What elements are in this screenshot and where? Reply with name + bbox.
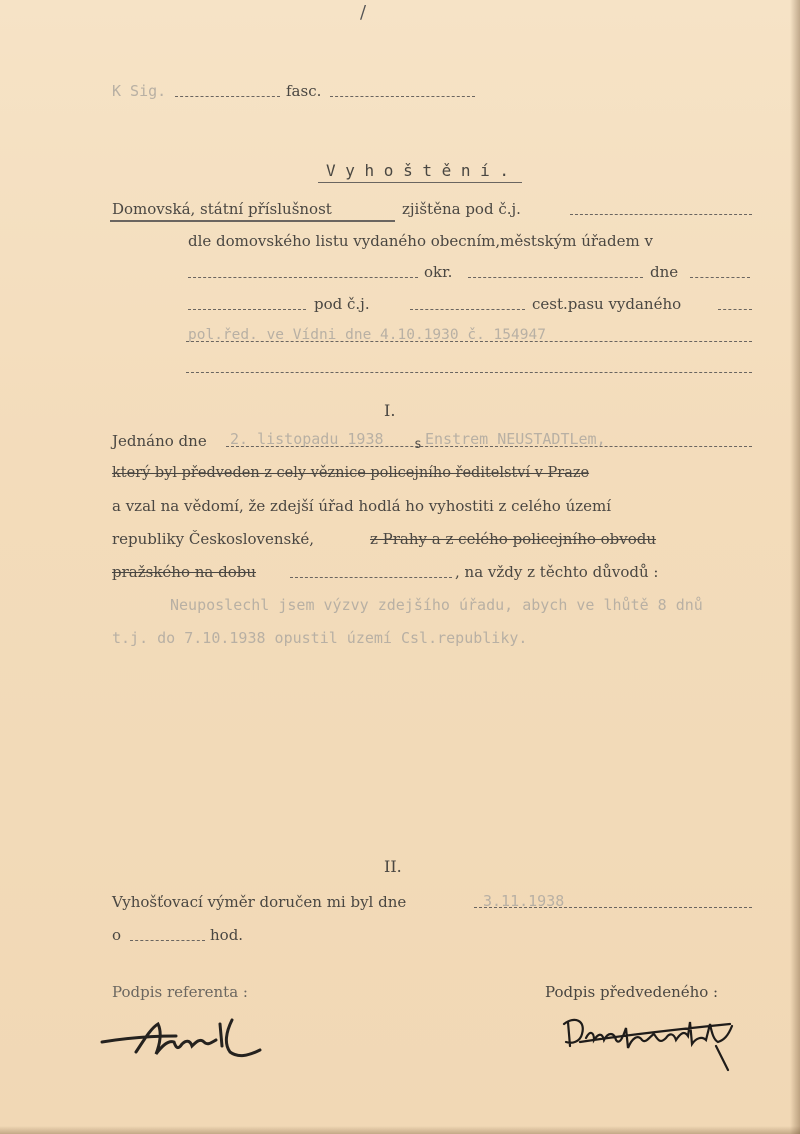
reason-line-2: t.j. do 7.10.1938 opustil území Csl.republiky.	[112, 629, 528, 647]
struck-line-prison: který byl předveden z cely věznice policejního ředitelství v Praze	[112, 465, 590, 481]
cj-blank-line	[570, 214, 752, 215]
struck-prague-district: z Prahy a z celého policejního obvodu	[370, 530, 657, 548]
place-blank-line	[188, 277, 418, 278]
page-edge-shadow-bottom	[0, 1126, 800, 1134]
date-blank-line	[188, 309, 306, 310]
hod-label: hod.	[210, 926, 244, 944]
ref-prefix: K Sig.	[112, 82, 167, 100]
domicile-label-underline	[110, 220, 395, 222]
jednano-label: Jednáno dne	[112, 432, 207, 450]
name-prefix: s	[414, 437, 422, 452]
duration-blank-line	[290, 577, 452, 578]
section-1-numeral: I.	[384, 401, 396, 420]
o-label: o	[112, 926, 122, 944]
passport-label: cest.pasu vydaného	[532, 295, 682, 313]
domicile-label: Domovská, státní příslušnost	[112, 200, 332, 218]
subject-signature	[560, 1010, 745, 1075]
document-title: V y h o š t ě n í .	[326, 161, 510, 180]
referent-signature	[96, 1012, 271, 1067]
dne-label: dne	[650, 263, 679, 281]
section-1-line-4: republiky Československé,	[112, 530, 314, 548]
struck-duration: pražského na dobu	[112, 563, 257, 581]
fasc-label: fasc.	[286, 82, 322, 100]
delivered-line	[474, 907, 752, 908]
domicile-line-2: dle domovského listu vydaného obecním,městským úřadem v	[188, 232, 653, 250]
okr-blank-line	[468, 277, 643, 278]
subject-signature-label: Podpis předvedeného :	[545, 983, 719, 1001]
page-edge-shadow	[790, 0, 800, 1134]
subject-name: Enstrem NEUSTADTLem,	[425, 430, 606, 448]
extra-blank-line	[186, 372, 752, 373]
dne-blank-line	[690, 277, 750, 278]
passport-detail: pol.řed. ve Vídni dne 4.10.1930 č. 154947	[188, 327, 546, 343]
passport-detail-line	[186, 341, 752, 342]
section-2-numeral: II.	[384, 857, 402, 876]
reason-line-1: Neuposlechl jsem výzvy zdejšího úřadu, abych ve lhůtě 8 dnů	[170, 596, 703, 614]
jednano-date: 2. listopadu 1938	[230, 430, 384, 448]
header-mark: /	[360, 2, 367, 23]
reasons-intro: , na vždy z těchto důvodů :	[455, 563, 659, 581]
ref-blank-line	[175, 96, 280, 97]
title-underline	[318, 182, 522, 183]
passport-blank-line	[718, 309, 752, 310]
time-blank-line	[130, 940, 205, 941]
okr-label: okr.	[424, 263, 453, 281]
referent-signature-label: Podpis referenta :	[112, 983, 248, 1001]
pod-cj-blank-line	[410, 309, 525, 310]
delivered-date: 3.11.1938	[483, 892, 565, 910]
fasc-blank-line	[330, 96, 475, 97]
delivered-label: Vyhošťovací výměr doručen mi byl dne	[112, 893, 407, 911]
pod-cj-label: pod č.j.	[314, 295, 370, 313]
determined-under: zjištěna pod č.j.	[402, 200, 521, 218]
jednano-line	[226, 446, 752, 447]
section-1-line-3: a vzal na vědomí, že zdejší úřad hodlá ho vyhostiti z celého území	[112, 497, 612, 515]
